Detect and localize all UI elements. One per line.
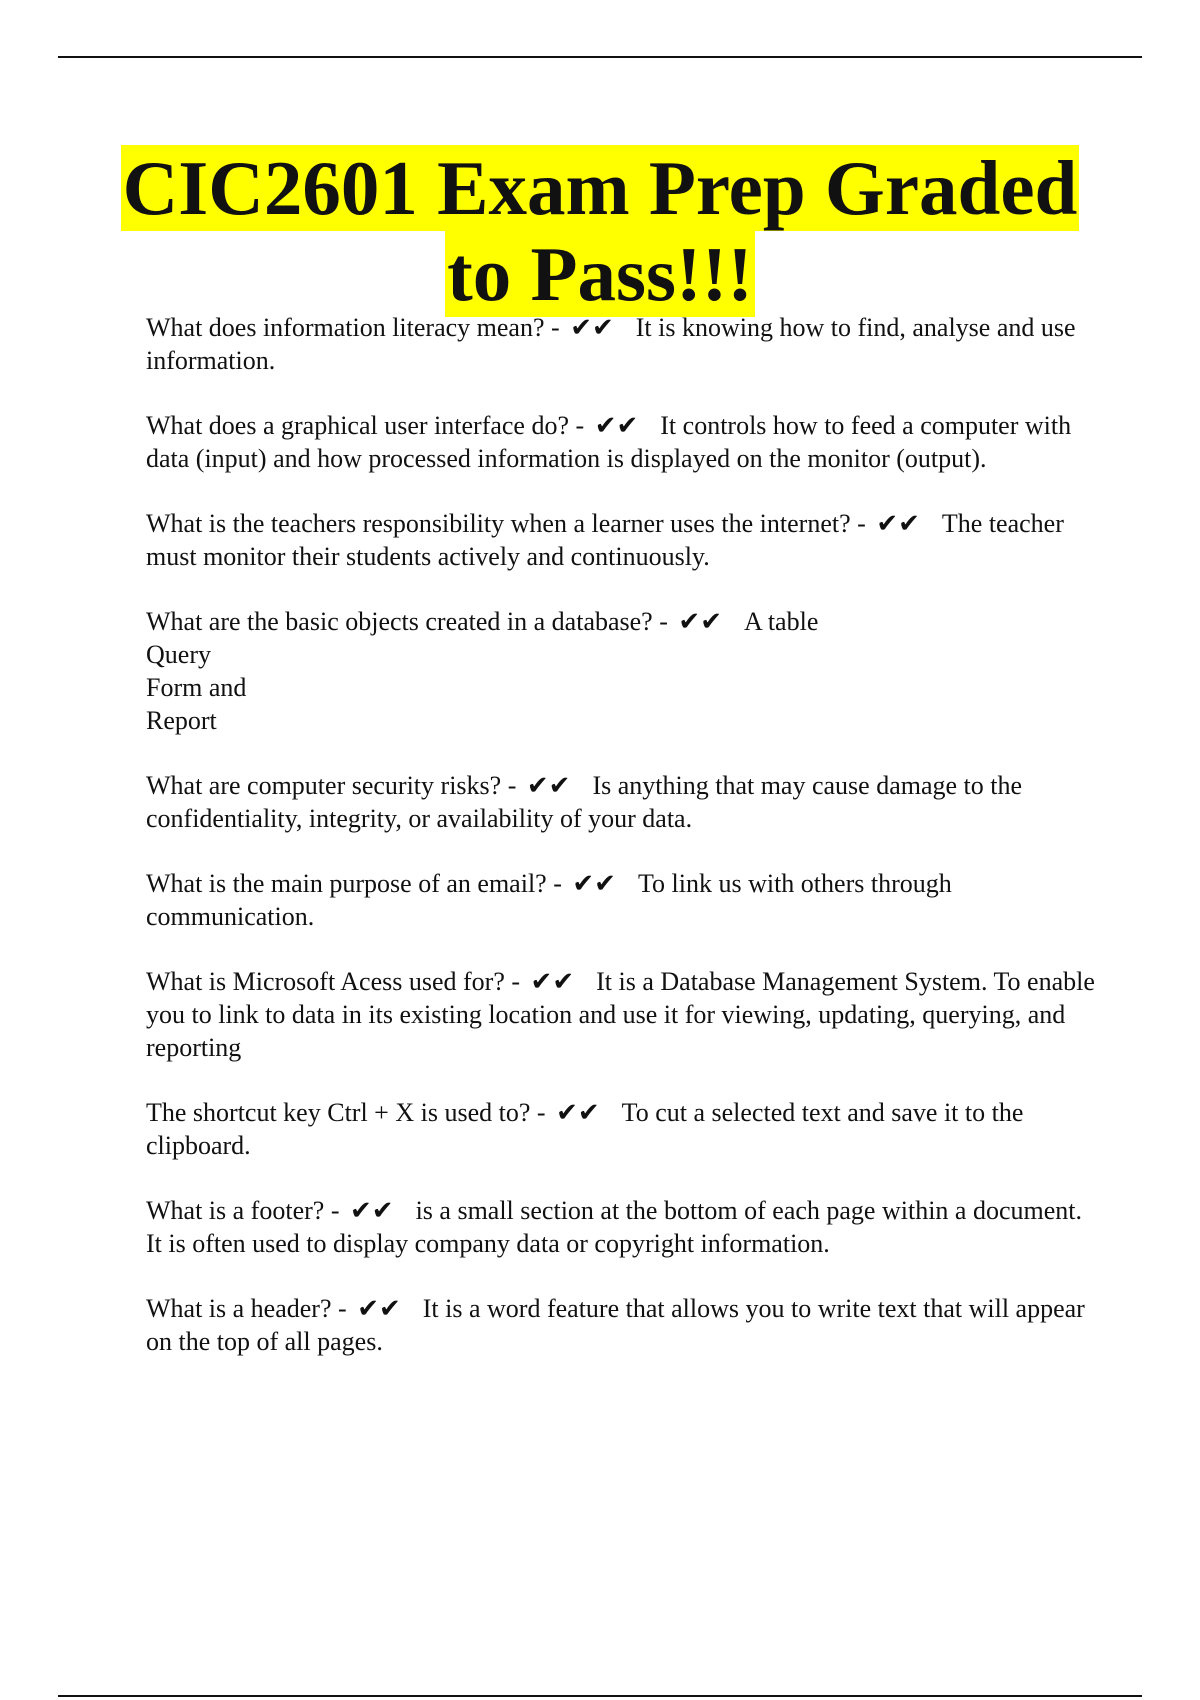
qa-item (146, 311, 1096, 377)
check-mark-icon: ✔✔ (876, 509, 920, 538)
separator-text: - (850, 509, 873, 538)
qa-first-line (146, 311, 1096, 377)
qa-first-line (146, 409, 1096, 475)
title-highlight: CIC2601 Exam Prep Graded to Pass!!! (122, 145, 1078, 317)
question-text: What does a graphical user interface do? (146, 411, 570, 440)
qa-first-line (146, 867, 1096, 933)
separator-text: - (501, 771, 523, 800)
check-mark-icon: ✔✔ (556, 1098, 600, 1127)
check-mark-icon: ✔✔ (349, 1196, 394, 1225)
question-text: What is the main purpose of an email? (146, 869, 547, 898)
answer-text: It is knowing how to find, analyse and use information. (146, 313, 1076, 375)
answer-text: Is anything that may cause damage to the confidentiality, integrity, or availability of your data. (146, 771, 1023, 833)
answer-extra-line: Query (146, 640, 211, 669)
check-mark-icon: ✔✔ (530, 967, 575, 996)
question-text: What is the teachers responsibility when a learner uses the internet? (146, 509, 851, 538)
answer-text: To link us with others through communication. (146, 869, 952, 931)
qa-first-line (146, 507, 1096, 573)
check-mark-icon: ✔✔ (594, 411, 639, 440)
qa-first-line (146, 1096, 1096, 1162)
qa-item (146, 867, 1096, 933)
qa-first-line (146, 1194, 1096, 1260)
page-title (100, 145, 1100, 317)
answer-text: It is a Database Management System. To enable you to link to data in its existing location and use it for viewing, updating, querying, and reporting (146, 967, 1095, 1062)
question-text: The shortcut key Ctrl + X is used to? (146, 1098, 531, 1127)
qa-item (146, 1292, 1096, 1358)
answer-text: It controls how to feed a computer with data (input) and how processed information is displayed on the monitor (output). (146, 411, 1072, 473)
separator-text: - (331, 1294, 354, 1323)
check-mark-icon: ✔✔ (357, 1294, 401, 1323)
answer-extra-line: Form and (146, 673, 247, 702)
bottom-rule (58, 1695, 1142, 1697)
answer-text: It is a word feature that allows you to write text that will appear on the top of all pages. (146, 1294, 1085, 1356)
separator-text: - (569, 411, 591, 440)
question-text: What are computer security risks? (146, 771, 502, 800)
qa-item (146, 605, 1096, 737)
question-text: What are the basic objects created in a database? (146, 607, 653, 636)
qa-first-line (146, 965, 1096, 1064)
qa-item (146, 1194, 1096, 1260)
separator-text: - (324, 1196, 346, 1225)
qa-item (146, 1096, 1096, 1162)
answer-text: The teacher must monitor their students actively and continuously. (146, 509, 1064, 571)
check-mark-icon: ✔✔ (572, 869, 616, 898)
separator-text: - (504, 967, 527, 996)
separator-text: - (546, 869, 569, 898)
qa-list (146, 311, 1096, 1390)
answer-text: is a small section at the bottom of each page within a document. It is often used to display company data or copyright information. (146, 1196, 1082, 1258)
qa-first-line (146, 769, 1096, 835)
qa-item (146, 965, 1096, 1064)
qa-first-line (146, 605, 1096, 638)
qa-item (146, 769, 1096, 835)
question-text: What is a header? (146, 1294, 332, 1323)
check-mark-icon: ✔✔ (678, 607, 722, 636)
separator-text: - (544, 313, 567, 342)
check-mark-icon: ✔✔ (570, 313, 614, 342)
check-mark-icon: ✔✔ (526, 771, 571, 800)
qa-item (146, 409, 1096, 475)
separator-text: - (530, 1098, 553, 1127)
question-text: What is a footer? (146, 1196, 325, 1225)
answer-extra-line: Report (146, 706, 217, 735)
question-text: What is Microsoft Acess used for? (146, 967, 505, 996)
qa-first-line (146, 1292, 1096, 1358)
separator-text: - (652, 607, 675, 636)
qa-item (146, 507, 1096, 573)
answer-text: To cut a selected text and save it to the clipboard. (146, 1098, 1024, 1160)
top-rule (58, 56, 1142, 58)
answer-text: A table (743, 607, 819, 636)
question-text: What does information literacy mean? (146, 313, 545, 342)
